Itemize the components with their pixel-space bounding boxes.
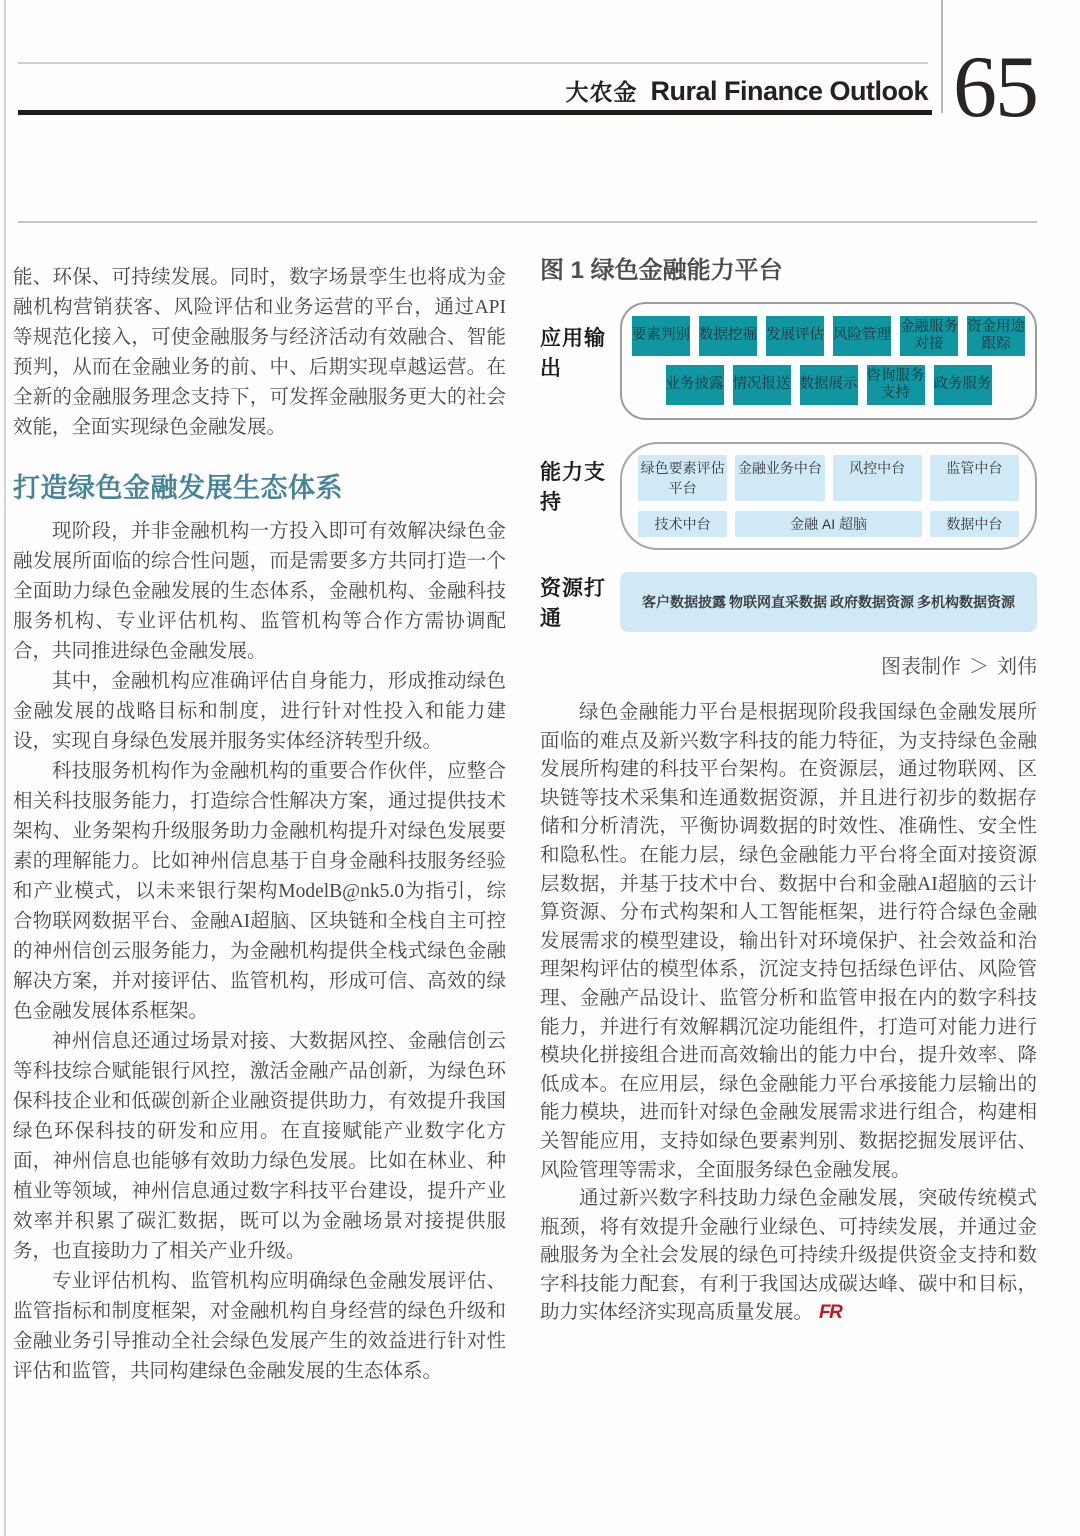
app-item: 业务披露 <box>666 365 724 405</box>
layer-label-capability-support: 能力支持 <box>540 461 606 514</box>
figure-layer-resource <box>540 572 1037 632</box>
resource-band <box>620 572 1037 632</box>
header-thick-rule <box>18 110 932 115</box>
body-paragraph-with-endmark <box>540 1185 1037 1328</box>
platform-item: 金融业务中台 <box>735 455 824 501</box>
paragraph-text: 通过新兴数字科技助力绿色金融发展，突破传统模式瓶颈，将有效提升金融行业绿色、可持续发展，并通过金融服务为全社会发展的绿色可持续升级提供资金支持和数字科技能力配套，有利于我国达成碳达峰、碳中和目标，助力实体经济实现高质量发展。 <box>540 1188 1037 1324</box>
app-item: 数据展示 <box>800 365 858 405</box>
app-item: 咨询服务支持 <box>867 365 925 405</box>
platform-item: 绿色要素评估平台 <box>638 455 727 501</box>
body-paragraph: 能、环保、可持续发展。同时，数字场景孪生也将成为金融机构营销获客、风险评估和业务运营的平台，通过API等规范化接入，可使金融服务与经济活动有效融合、智能预判，从而在金融业务的前、中、后期实现卓越运营。在全新的金融服务理念支持下，可发挥金融服务更大的社会效能，全面实现绿色金融发展。 <box>13 267 506 438</box>
app-item: 数据挖掘 <box>699 316 757 356</box>
capability-grid <box>638 455 1019 537</box>
layer-label-application-output: 应用输出 <box>540 327 606 380</box>
resource-item: 物联网直采数据 <box>729 594 827 610</box>
body-paragraph: 现阶段，并非金融机构一方投入即可有效解决绿色金融发展所面临的综合性问题，而是需要多方共同打造一个全面助力绿色金融发展的生态体系，金融机构、金融科技服务机构、专业评估机构、监管机构等合作方需协调配合，共同推进绿色金融发展。 <box>13 521 506 662</box>
app-item: 金融服务对接 <box>900 316 958 356</box>
application-output-frame <box>620 302 1037 420</box>
platform-item: 风控中台 <box>833 455 922 501</box>
application-chip-row-2 <box>630 365 1027 405</box>
figure-credit <box>540 650 1037 679</box>
body-paragraph: 专业评估机构、监管机构应明确绿色金融发展评估、监管指标和制度框架，对金融机构自身经营的绿色升级和金融业务引导推动全社会绿色发展产生的效益进行针对性评估和监管，共同构建绿色金融发展的生态体系。 <box>13 1271 506 1382</box>
figure-green-finance-platform <box>540 250 1037 679</box>
app-item: 资金用途跟踪 <box>967 316 1025 356</box>
app-item: 发展评估 <box>766 316 824 356</box>
page-number: 65 <box>953 39 1037 136</box>
page-edge-rule <box>4 0 6 1536</box>
section-heading: 打造绿色金融发展生态体系 <box>13 473 343 503</box>
page-number-divider <box>941 0 943 113</box>
app-item: 政务服务 <box>934 365 992 405</box>
resource-item: 多机构数据资源 <box>917 594 1015 610</box>
layer-label-resource-connect: 资源打通 <box>540 577 606 630</box>
figure-credit-author: 刘伟 <box>997 656 1037 678</box>
figure-layer-application <box>540 302 1037 420</box>
figure-credit-prefix: 图表制作 <box>881 656 961 678</box>
figure-credit-separator: ＞ <box>969 656 989 678</box>
body-paragraph: 绿色金融能力平台是根据现阶段我国绿色金融发展所面临的难点及新兴数字科技的能力特征，为支持绿色金融发展所构建的科技平台架构。在资源层，通过物联网、区块链等技术采集和连通数据资源，并且进行初步的数据存储和分析清洗，平衡协调数据的时效性、准确性、安全性和隐私性。在能力层，绿色金融能力平台将全面对接资源层数据，并基于技术中台、数据中台和金融AI超脑的云计算资源、分布式构架和人工智能框架，进行符合绿色金融发展需求的模型建设，输出针对环境保护、社会效益和治理架构评估的模型体系，沉淀支持包括绿色评估、风险管理、金融产品设计、监管分析和监管申报在内的数字科技能力，并进行有效解耦沉淀功能组件，打造可对能力进行模块化拼接组合进而高效输出的能力中台，提升效率、降低成本。在应用层，绿色金融能力平台承接能力层输出的能力模块，进而针对绿色金融发展需求进行组合，构建相关智能应用，支持如绿色要素判别、数据挖掘发展评估、风险管理等需求，全面服务绿色金融发展。 <box>540 702 1037 1181</box>
capability-support-frame <box>620 442 1037 550</box>
resource-item: 客户数据披露 <box>642 594 726 610</box>
header-top-rule <box>18 62 928 64</box>
application-chip-row-1 <box>630 316 1027 356</box>
end-mark: FR <box>819 1302 842 1324</box>
platform-item: 数据中台 <box>930 511 1019 537</box>
figure-title: 图 1 绿色金融能力平台 <box>540 257 783 284</box>
platform-item: 监管中台 <box>930 455 1019 501</box>
app-item: 要素判别 <box>632 316 690 356</box>
figure-layer-capability <box>540 442 1037 550</box>
header-bottom-rule <box>18 221 1037 223</box>
body-paragraph: 科技服务机构作为金融机构的重要合作伙伴，应整合相关科技服务能力，打造综合性解决方案，通过提供技术架构、业务架构升级服务助力金融机构提升对绿色发展要素的理解能力。比如神州信息基于自身金融科技服务经验和产业模式，以未来银行架构ModelB@nk5.0为指引，综合物联网数据平台、金融AI超脑、区块链和全栈自主可控的神州信创云服务能力，为金融机构提供全栈式绿色金融解决方案，并对接评估、监管机构，形成可信、高效的绿色金融发展体系框架。 <box>13 761 506 1022</box>
app-item: 风险管理 <box>833 316 891 356</box>
platform-item-ai-brain: 金融 AI 超脑 <box>735 511 922 537</box>
body-paragraph: 神州信息还通过场景对接、大数据风控、金融信创云等科技综合赋能银行风控，激活金融产品创新，为绿色环保科技企业和低碳创新企业融资提供助力，有效提升我国绿色环保科技的研发和应用。在直接赋能产业数字化方面，神州信息也能够有效助力绿色发展。比如在林业、种植业等领域，神州信息通过数字科技平台建设，提升产业效率并积累了碳汇数据，既可以为金融场景对接提供服务，也直接助力了相关产业升级。 <box>13 1031 506 1262</box>
body-paragraph: 其中，金融机构应准确评估自身能力，形成推动绿色金融发展的战略目标和制度，进行针对性投入和能力建设，实现自身绿色发展并服务实体经济转型升级。 <box>13 671 506 752</box>
platform-item: 技术中台 <box>638 511 727 537</box>
masthead-brand-en: Rural Finance Outlook <box>650 76 928 106</box>
right-column <box>540 250 1037 1328</box>
left-column <box>13 263 506 1387</box>
app-item: 情况报送 <box>733 365 791 405</box>
masthead-brand-cn: 大农金 <box>565 79 638 105</box>
masthead <box>565 74 928 107</box>
resource-item: 政府数据资源 <box>830 594 914 610</box>
